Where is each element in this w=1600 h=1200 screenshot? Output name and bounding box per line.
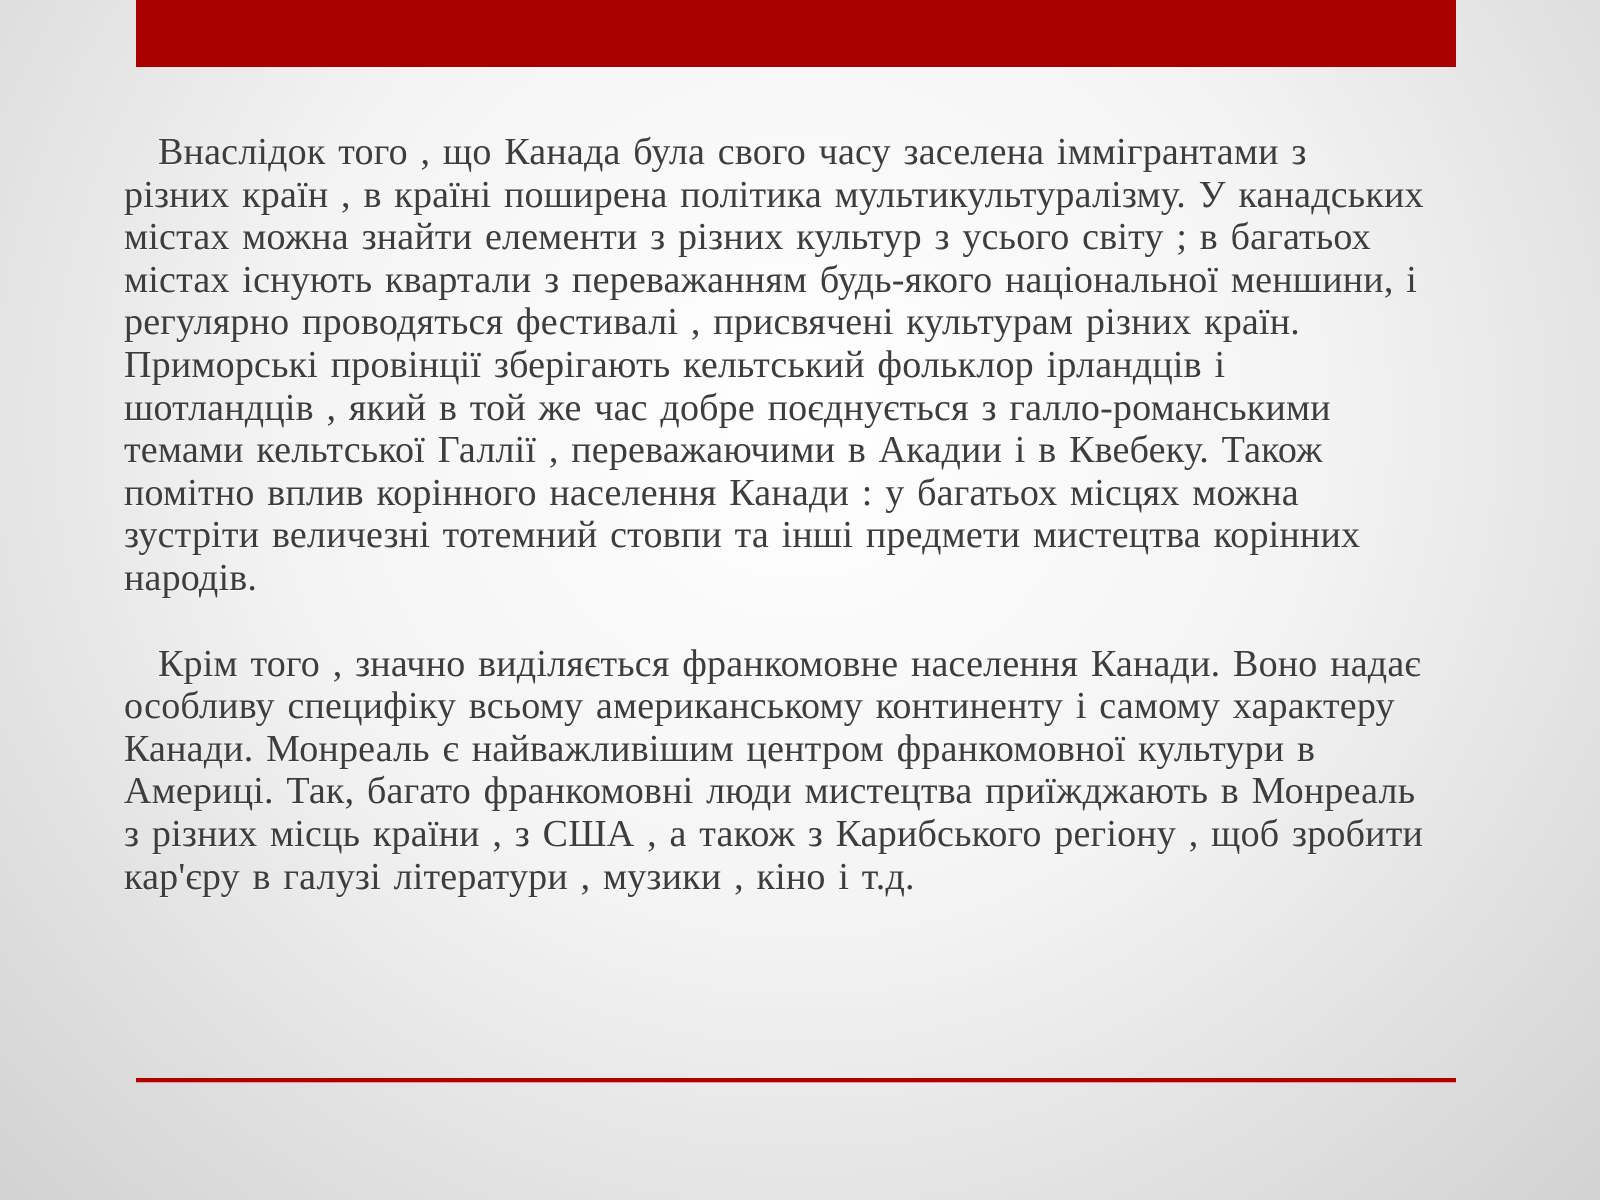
top-accent-bar [136,0,1456,67]
paragraph-multiculturalism: Внаслідок того , що Канада була свого часу заселена іммігрантами з різних країн , в країні поширена політика мультикультуралізму. У канадських містах можна знайти елементи з різних культур з усього світу ; в багатьох містах існують квартали з переважанням будь-якого національної меншини, і регулярно проводяться фестивалі , присвячені культурам різних країн. Приморські провінції зберігають кельтський фольклор ірландців і шотландців , який в той же час добре поєднується з галло-романськими темами кельтської Галлії , переважаючими в Акадии і в Квебеку. Також помітно вплив корінного населення Канади : у багатьох місцях можна зустріти величезні тотемний стовпи та інші предмети мистецтва корінних народів. [124,131,1424,599]
bottom-divider [136,1078,1456,1083]
paragraph-francophone: Крім того , значно виділяється франкомовне населення Канади. Воно надає особливу специфіку всьому американському континенту і самому характеру Канади. Монреаль є найважливішим центром франкомовної культури в Америці. Так, багато франкомовні люди мистецтва приїжджають в Монреаль з різних місць країни , з США , а також з Карибського регіону , щоб зробити кар'єру в галузі літератури , музики , кіно і т.д. [124,642,1424,898]
slide-body [124,131,1424,898]
